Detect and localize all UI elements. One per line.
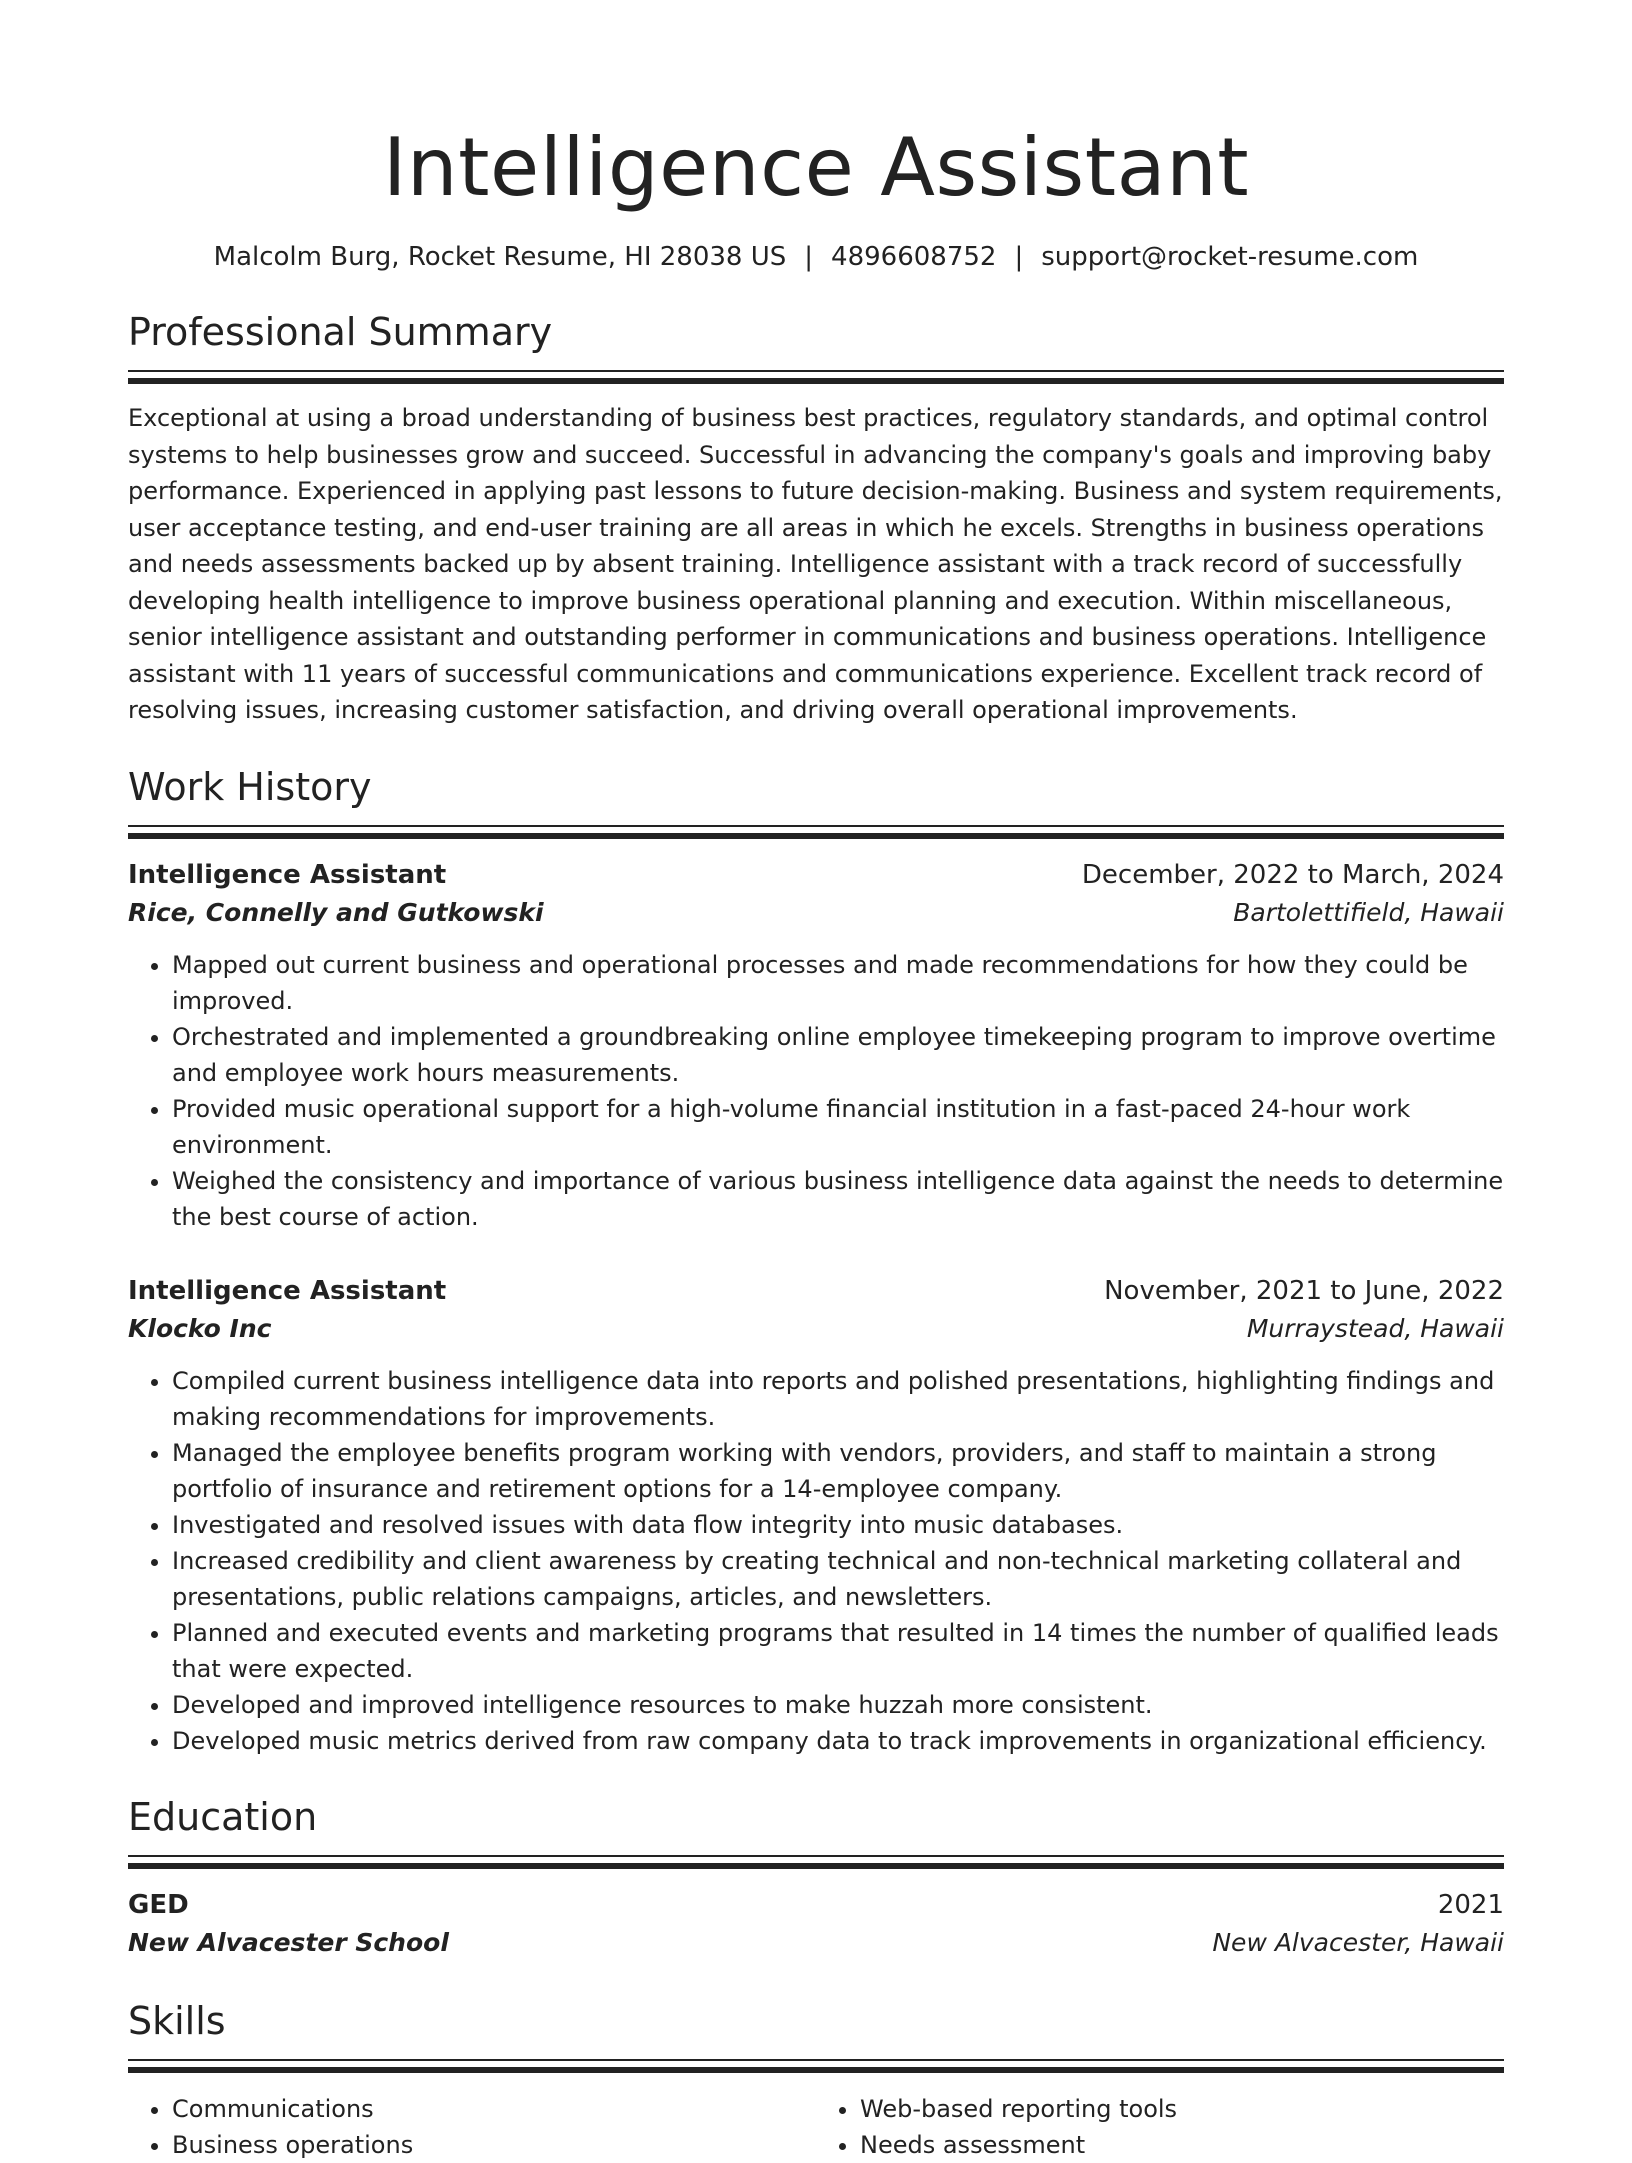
- job-header-row: [128, 857, 1504, 893]
- list-item: • Orchestrated and implemented a groundbreaking online employee timekeeping program to improve overtime and employee work hours measurements.: [172, 1019, 1504, 1091]
- section-heading: Education: [128, 1794, 318, 1839]
- education-entry: [128, 1887, 1504, 1963]
- job-company: Klocko Inc: [128, 1313, 272, 1343]
- list-item: • Compiled current business intelligence data into reports and polished presentations, highlighting findings and making recommendations for improvements.: [172, 1363, 1504, 1435]
- job-entry: [128, 857, 1504, 1235]
- work-history-section: [128, 763, 1504, 1759]
- job-bullets: [128, 947, 1504, 1235]
- contact-address: Malcolm Burg, Rocket Resume, HI 28038 US: [213, 242, 787, 272]
- job-company-row: [128, 893, 1504, 933]
- skills-section: [128, 1997, 1504, 2163]
- education-school: New Alvacester School: [128, 1927, 449, 1957]
- contact-line: [128, 240, 1504, 274]
- section-divider: [128, 1855, 1504, 1857]
- section-divider-thick: [128, 833, 1504, 839]
- section-divider-thick: [128, 2067, 1504, 2073]
- list-item: • Managed the employee benefits program working with vendors, providers, and staff to maintain a strong portfolio of insurance and retirement options for a 14-employee company.: [172, 1435, 1504, 1507]
- resume-title: Intelligence Assistant: [382, 121, 1250, 214]
- list-item: • Provided music operational support for a high-volume financial institution in a fast-paced 24-hour work environment.: [172, 1091, 1504, 1163]
- section-divider-thick: [128, 1863, 1504, 1869]
- list-item: • Communications: [172, 2091, 816, 2127]
- education-degree: GED: [128, 1889, 189, 1920]
- job-header-row: [128, 1273, 1504, 1309]
- skills-columns: [128, 2091, 1504, 2163]
- job-company-row: [128, 1309, 1504, 1349]
- summary-text: Exceptional at using a broad understanding of business best practices, regulatory standards, and optimal control systems to help businesses grow and succeed. Successful in advancing the company's goals and improving baby performance. Experienced in applying past lessons to future decision-making. Business and system requirements, user acceptance testing, and end-user training are all areas in which he excels. Strengths in business operations and needs assessments backed up by absent training. Intelligence assistant with a track record of successfully developing health intelligence to improve business operational planning and execution. Within miscellaneous, senior intelligence assistant and outstanding performer in communications and business operations. Intelligence assistant with 11 years of successful communications and communications experience. Excellent track record of resolving issues, increasing customer satisfaction, and driving overall operational improvements.: [128, 404, 1503, 724]
- section-heading: Work History: [128, 764, 372, 809]
- education-header-row: [128, 1887, 1504, 1923]
- list-item: • Mapped out current business and operational processes and made recommendations for how they could be improved.: [172, 947, 1504, 1019]
- list-item: • Increased credibility and client awareness by creating technical and non-technical marketing collateral and presentations, public relations campaigns, articles, and newsletters.: [172, 1543, 1504, 1615]
- education-location: New Alvacester, Hawaii: [1212, 1927, 1504, 1957]
- job-dates: November, 2021 to June, 2022: [1104, 1275, 1504, 1306]
- list-item: • Web-based reporting tools: [860, 2091, 1504, 2127]
- contact-phone: 4896608752: [831, 242, 997, 272]
- list-item: • Planned and executed events and marketing programs that resulted in 14 times the number of qualified leads that were expected.: [172, 1615, 1504, 1687]
- list-item: • Developed music metrics derived from raw company data to track improvements in organizational efficiency.: [172, 1723, 1504, 1759]
- section-divider: [128, 825, 1504, 827]
- education-section: [128, 1793, 1504, 1963]
- job-title: Intelligence Assistant: [128, 859, 447, 890]
- section-heading: Skills: [128, 1998, 226, 2043]
- job-location: Murraystead, Hawaii: [1246, 1313, 1504, 1343]
- summary-section: [128, 308, 1504, 729]
- list-item: • Weighed the consistency and importance of various business intelligence data against the needs to determine the best course of action.: [172, 1163, 1504, 1235]
- job-bullets: [128, 1363, 1504, 1759]
- section-divider: [128, 2059, 1504, 2061]
- job-title: Intelligence Assistant: [128, 1275, 447, 1306]
- job-dates: December, 2022 to March, 2024: [1081, 859, 1504, 890]
- contact-separator: |: [804, 242, 814, 272]
- job-company: Rice, Connelly and Gutkowski: [128, 897, 544, 927]
- job-entry: [128, 1273, 1504, 1759]
- contact-separator: |: [1014, 242, 1024, 272]
- list-item: • Business operations: [172, 2127, 816, 2163]
- list-item: • Investigated and resolved issues with data flow integrity into music databases.: [172, 1507, 1504, 1543]
- list-item: • Needs assessment: [860, 2127, 1504, 2163]
- education-year: 2021: [1437, 1889, 1504, 1920]
- education-school-row: [128, 1923, 1504, 1963]
- job-location: Bartolettifield, Hawaii: [1233, 897, 1504, 927]
- list-item: • Developed and improved intelligence resources to make huzzah more consistent.: [172, 1687, 1504, 1723]
- contact-email[interactable]: support@rocket-resume.com: [1041, 242, 1419, 272]
- section-divider-thick: [128, 378, 1504, 384]
- skills-list-right: [816, 2091, 1504, 2163]
- section-divider: [128, 370, 1504, 372]
- skills-list-left: [128, 2091, 816, 2163]
- section-heading: Professional Summary: [128, 310, 553, 354]
